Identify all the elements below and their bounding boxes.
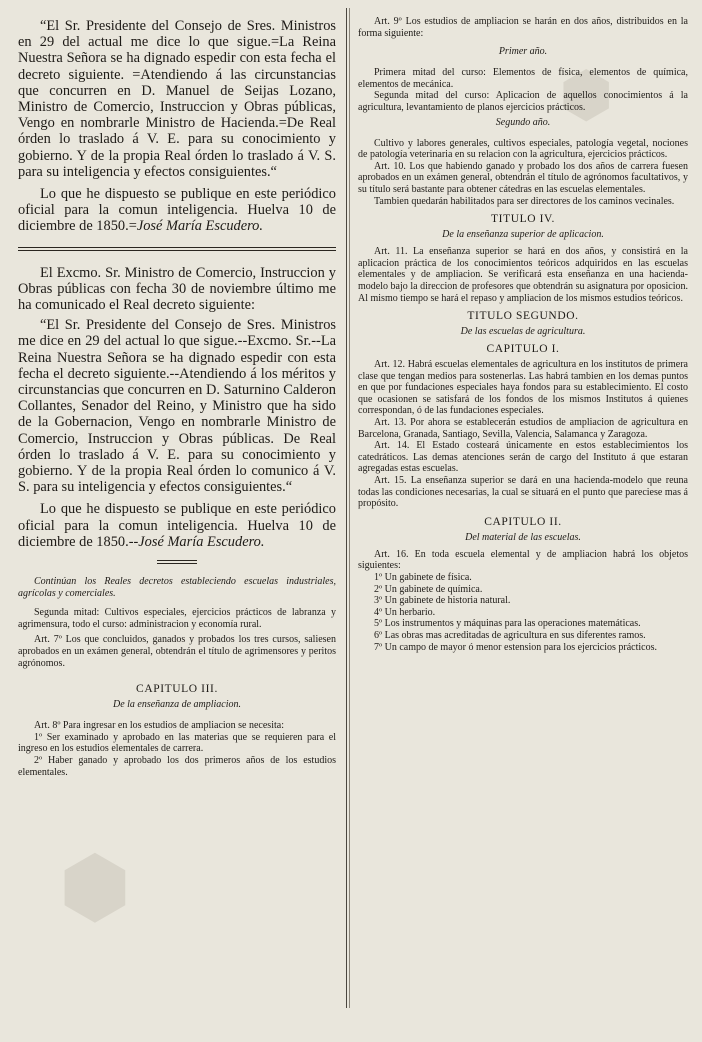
publication-notice-2 [18,501,336,550]
art-11-text: Art. 11. La enseñanza superior se hará en dos años, y consistirá en la aplicacion práctica de los conocimientos teóricos adquiridos en las escuelas elementales y de ampliacion. Se verificará esta enseñanza en una hacienda-modelo bajo la direccion de profesores que obtendrán su asignatura por oposicion. Al mismo tiempo se hará el repaso y ampliacion de los mismos estudios teóricos. [358,246,688,304]
titulo-4-subtitle: De la enseñanza superior de aplicacion. [442,229,604,241]
art-7-text: Art. 7º Los que concluidos, ganados y probados los tres cursos, saliesen aprobados en un exámen general, obtendrán el título de agrimensores y peritos agrónomos. [18,634,336,669]
art-9-text: Art. 9º Los estudios de ampliacion se harán en dos años, distribuidos en la forma siguiente: [358,16,688,39]
publication-notice-2-text: Lo que he dispuesto se publique en este periódico oficial para la comun inteligencia. Huelva 10 de diciembre de 1850.-- [18,501,336,550]
primer-ano-heading: Primer año. [498,46,548,58]
watermark-right: ⬢ [560,62,613,128]
tambien-text: Tambien quedarán habilitados para ser directores de los caminos vecinales. [374,195,675,207]
publication-notice-1-text: Lo que he dispuesto se publique en este periódico oficial para la comun inteligencia. Huelva 10 de diciembre de 1850.= [18,186,336,235]
publication-notice-1 [18,186,336,235]
continuan-title: Continúan los Reales decretos estableciendo escuelas industriales, agrícolas y comerciales. [18,576,336,599]
cultivo-text: Cultivo y labores generales, cultivos especiales, patología vegetal, nociones de patología veterinaria en su relacion con la agricultura, ejercicios prácticos. [358,137,688,161]
right-column [358,0,688,1040]
art-16-text: Art. 16. En toda escuela elemental y de ampliacion habrá los objetos siguientes: [358,548,688,572]
art-13-text: Art. 13. Por ahora se establecerán estudios de ampliacion de agricultura en Barcelona, Granada, Santiago, Sevilla, Valencia, Salamanca y Zaragoza. [358,417,688,440]
decree-2-intro: El Excmo. Sr. Ministro de Comercio, Instruccion y Obras públicas con fecha 30 de noviembre último me ha comunicado el Real decreto siguiente: [18,264,336,314]
material-item: 6º Las obras mas acreditadas de agricultura en sus diferentes ramos. [374,629,646,641]
art-8-text: Art. 8º Para ingresar en los estudios de ampliacion se necesita: [34,720,284,732]
capitulo-2-heading: CAPITULO II. [484,515,562,528]
column-rule-secondary [349,8,350,1008]
art-8-item-1: 1º Ser examinado y aprobado en las materias que se requieren para el ingreso en los estudios elementales de carrera. [18,731,336,755]
art-8-item-2: 2º Haber ganado y aprobado los dos primeros años de los estudios elementales. [18,755,336,778]
material-item: 7º Un campo de mayor ó menor estension para los ejercicios prácticos. [374,641,658,653]
primera-mitad-text: Primera mitad del curso: Elementos de física, elementos de química, elementos de mecánica. [358,67,688,90]
column-rule [346,8,347,1008]
material-item: 5º Los instrumentos y máquinas para las operaciones matemáticas. [374,618,641,630]
separator-rule-short [157,560,197,564]
art-14-text: Art. 14. El Estado costeará únicamente en estos establecimientos los catedráticos. Las demas atenciones serán de cargo del Instituto á que estaran agregadas estas escuelas. [358,440,688,475]
material-item: 2º Un gabinete de química. [374,583,483,595]
titulo-segundo-subtitle: De las escuelas de agricultura. [460,326,586,338]
material-item: 3º Un gabinete de historia natural. [374,595,511,607]
segundo-ano-heading: Segundo año. [495,116,551,128]
signature-1: José María Escudero. [136,218,263,235]
decree-2-text: “El Sr. Presidente del Consejo de Sres. Ministros me dice en 29 del actual lo que sigue.--Excmo. Sr.--La Reina Nuestra Señora se ha dignado espedir con esta fecha el decreto siguiente.--Atendiendo á los méritos y circunstancias que concurren en D. Saturnino Calderon Collantes, Senador del Reino, y Ministro que ha sido de la Gobernacion, Vengo en nombrarle Ministro de Comercio, Instruccion y Obras públicas. De Real órden lo traslado á V. E. para su conocimiento y gobierno. Y de la propia Real órden lo comunico á V. S. para su inteligencia y efectos consiguientes.“ [18,317,336,496]
capitulo-3-subtitle: De la enseñanza de ampliacion. [112,699,242,711]
watermark-left: ⬢ [60,844,130,932]
material-item: 4º Un herbario. [374,606,436,618]
signature-2: José María Escudero. [138,533,265,550]
capitulo-3-heading: CAPITULO III. [136,683,218,696]
art-15-text: Art. 15. La enseñanza superior se dará en una hacienda-modelo que reuna todas las condiciones necesarias, la cual se situará en el punto que pareciese mas á propósito. [358,475,688,510]
left-column [18,0,336,1042]
segunda-mitad-curso-text: Segunda mitad del curso: Aplicacion de aquellos conocimientos á la agricultura, levantamiento de planos ejercicios prácticos. [358,90,688,113]
capitulo-1-heading: CAPITULO I. [486,343,560,356]
material-item: 1º Un gabinete de física. [374,572,472,583]
capitulo-2-subtitle: Del material de las escuelas. [465,531,581,543]
decree-1-text: “El Sr. Presidente del Consejo de Sres. Ministros en 29 del actual me dice lo que sigue.=La Reina Nuestra Señora se ha dignado espedir con esta fecha el decreto siguiente. =Atendiendo á las circunstancias que concurren en D. Manuel de Seijas Lozano, Ministro de Comercio, Instruccion y Obras públicas, Vengo en nombrarle Ministro de Hacienda.=De Real órden lo traslado á V. E. para su conocimiento y gobierno. Y de la propia Real órden lo traslado á V. S. para su inteligencia y efectos consiguientes.“ [18,18,336,180]
art-12-text: Art. 12. Habrá escuelas elementales de agricultura en los institutos de primera clase que tengan medios para sostenerlas. Las habrá tambien en los demas puntos en que por fundaciones especiales haya fondos para su establecimiento. El costo que ocasionen se satisfará de los fondos de los mismos Institutos á quienes correspondan, ó de las fundaciones especiales. [358,359,688,417]
art-10-text: Art. 10. Los que habiendo ganado y probado los dos años de carrera fuesen aprobados en un exámen general, obtendrán el título de agrónomos facultativos, y su título será bastante para obtener cátedras en las escuelas elementales. [358,160,688,195]
segunda-mitad-text: Segunda mitad: Cultivos especiales, ejercicios prácticos de labranza y agrimensura, todo el curso: administracion y economía rural. [18,607,336,630]
titulo-segundo-heading: TITULO SEGUNDO. [467,310,579,323]
titulo-4-heading: TITULO IV. [491,213,555,226]
separator-rule [18,247,336,251]
